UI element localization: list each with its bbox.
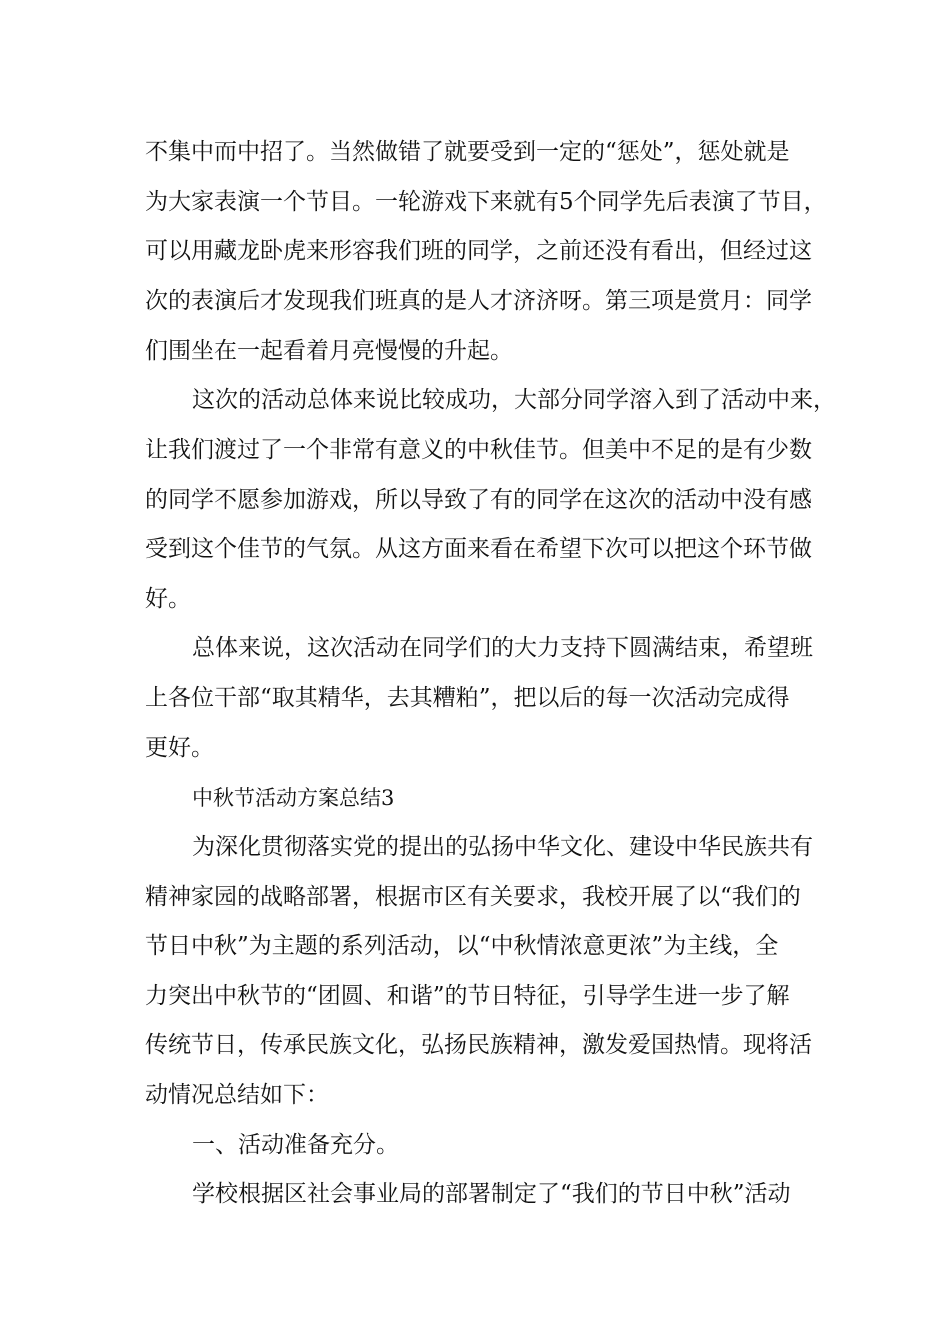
body-text-line: 动情况总结如下：	[145, 1082, 329, 1108]
body-text-line: 学校根据区社会事业局的部署制定了“我们的节日中秋”活动	[192, 1181, 791, 1207]
body-text-line: 节日中秋”为主题的系列活动，以“中秋情浓意更浓”为主线，全	[145, 933, 779, 959]
body-text-line: 不集中而中招了。当然做错了就要受到一定的“惩处”，惩处就是	[145, 139, 790, 165]
body-text-line: 次的表演后才发现我们班真的是人才济济呀。第三项是赏月：同学	[145, 288, 812, 314]
body-text-line: 这次的活动总体来说比较成功，大部分同学溶入到了活动中来，	[192, 387, 836, 413]
body-text-line: 精神家园的战略部署，根据市区有关要求，我校开展了以“我们的	[145, 884, 801, 910]
subsection-heading: 一、活动准备充分。	[192, 1132, 399, 1158]
body-text-line: 更好。	[145, 735, 214, 761]
body-text-line: 可以用藏龙卧虎来形容我们班的同学，之前还没有看出，但经过这	[145, 238, 812, 264]
body-text-line: 让我们渡过了一个非常有意义的中秋佳节。但美中不足的是有少数	[145, 437, 812, 463]
body-text-line: 为深化贯彻落实党的提出的弘扬中华文化、建设中华民族共有	[192, 834, 813, 860]
body-text-line: 们围坐在一起看着月亮慢慢的升起。	[145, 338, 513, 364]
body-text-line: 上各位干部“取其精华，去其糟粕”，把以后的每一次活动完成得	[145, 685, 790, 711]
body-text-line: 受到这个佳节的气氛。从这方面来看在希望下次可以把这个环节做	[145, 536, 812, 562]
body-text-line: 力突出中秋节的“团圆、和谐”的节日特征，引导学生进一步了解	[145, 983, 790, 1009]
body-text-line: 的同学不愿参加游戏，所以导致了有的同学在这次的活动中没有感	[145, 487, 812, 513]
body-text-line: 为大家表演一个节目。一轮游戏下来就有5个同学先后表演了节目，	[145, 189, 827, 215]
section-heading: 中秋节活动方案总结3	[192, 786, 395, 810]
body-text-line: 传统节日，传承民族文化，弘扬民族精神，激发爱国热情。现将活	[145, 1032, 812, 1058]
body-text-line: 总体来说，这次活动在同学们的大力支持下圆满结束，希望班	[192, 635, 813, 661]
body-text-line: 好。	[145, 586, 191, 612]
